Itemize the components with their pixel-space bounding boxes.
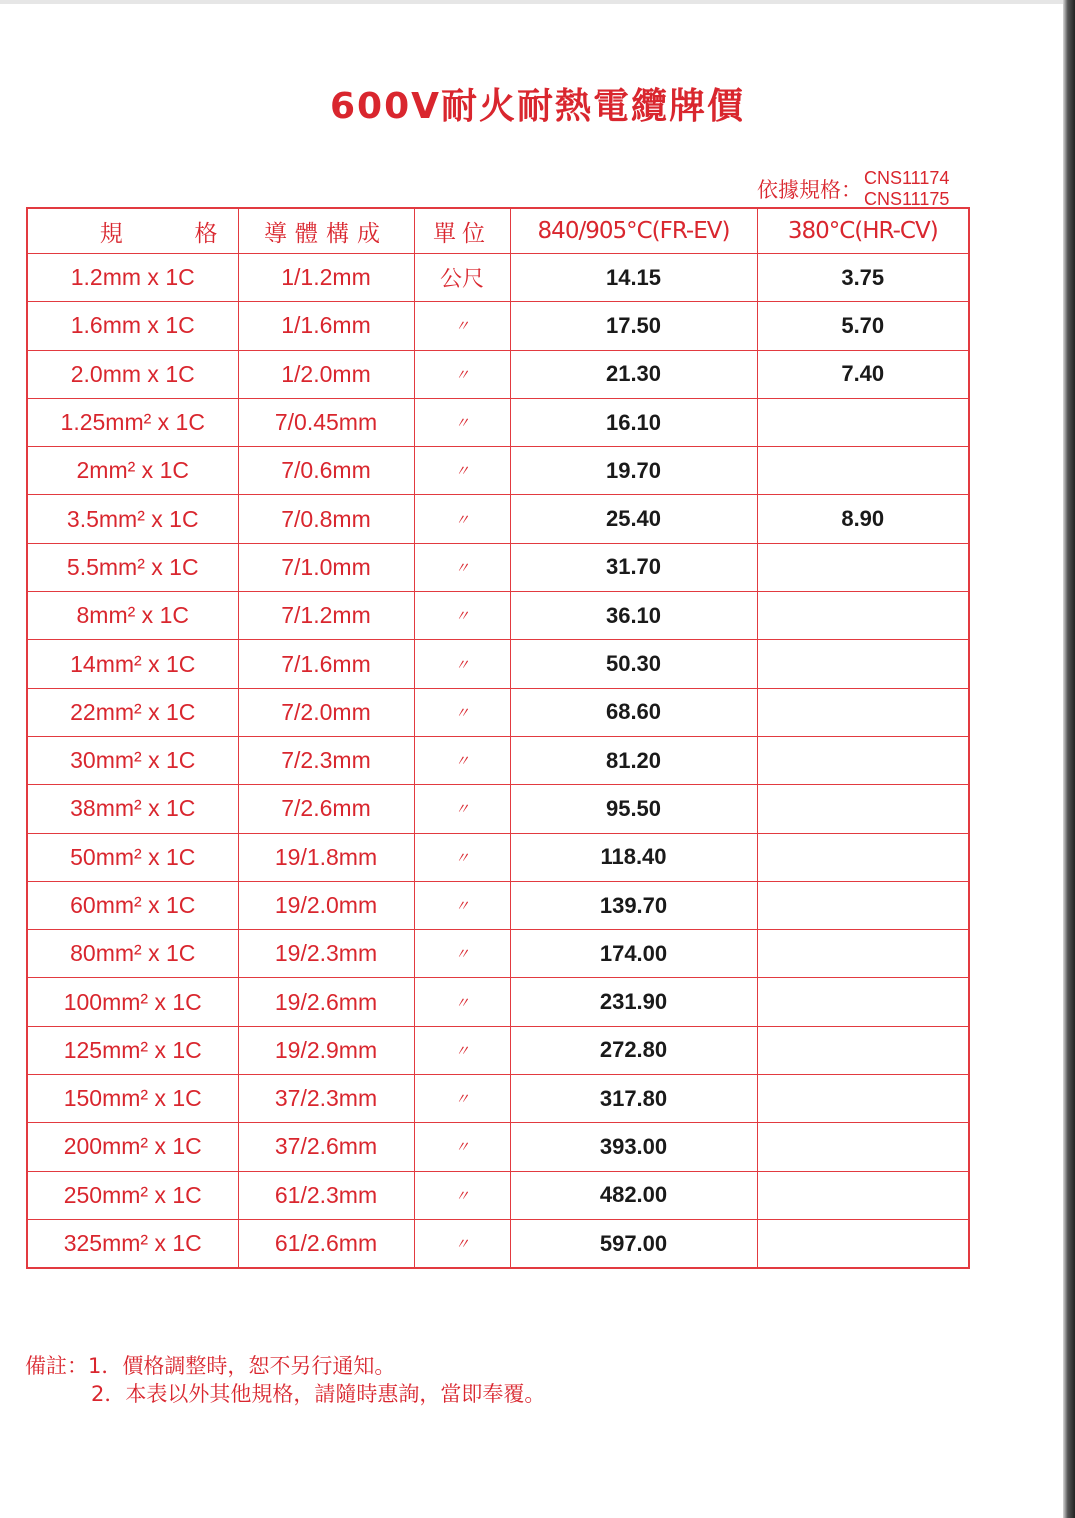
cell-spec: 2.0mm x 1C: [27, 350, 238, 398]
cell-spec: 150mm² x 1C: [27, 1075, 238, 1123]
cell-spec: 250mm² x 1C: [27, 1171, 238, 1219]
table-row: [27, 688, 969, 736]
table-row: [27, 543, 969, 591]
price-table: [26, 207, 970, 1269]
cell-conductor: 37/2.3mm: [238, 1075, 414, 1123]
cell-hr-cv-price: 7.40: [757, 350, 969, 398]
cell-spec: 38mm² x 1C: [27, 785, 238, 833]
cell-unit: 〃: [414, 640, 510, 688]
cell-conductor: 61/2.6mm: [238, 1219, 414, 1268]
cell-spec: 325mm² x 1C: [27, 1219, 238, 1268]
cell-fr-ev-price: 50.30: [510, 640, 757, 688]
cell-spec: 5.5mm² x 1C: [27, 543, 238, 591]
cell-fr-ev-price: 21.30: [510, 350, 757, 398]
cell-spec: 3.5mm² x 1C: [27, 495, 238, 543]
cell-conductor: 1/1.6mm: [238, 302, 414, 350]
cell-unit: 〃: [414, 1171, 510, 1219]
cell-unit: 〃: [414, 785, 510, 833]
cell-hr-cv-price: [757, 688, 969, 736]
table-row: [27, 592, 969, 640]
note-item: 2．本表以外其他規格，請隨時惠詢，當即奉覆。: [91, 1382, 546, 1406]
cell-fr-ev-price: 81.20: [510, 736, 757, 784]
table-row: [27, 785, 969, 833]
cell-unit: 〃: [414, 736, 510, 784]
cell-fr-ev-price: 36.10: [510, 592, 757, 640]
cell-unit: 公尺: [414, 254, 510, 302]
cell-hr-cv-price: 8.90: [757, 495, 969, 543]
cell-unit: 〃: [414, 398, 510, 446]
cell-hr-cv-price: [757, 1123, 969, 1171]
cell-fr-ev-price: 19.70: [510, 447, 757, 495]
cell-conductor: 7/2.3mm: [238, 736, 414, 784]
cell-fr-ev-price: 118.40: [510, 833, 757, 881]
cell-fr-ev-price: 14.15: [510, 254, 757, 302]
cell-hr-cv-price: [757, 736, 969, 784]
table-header-row: [27, 208, 969, 254]
note-row-2: [25, 1380, 545, 1408]
cell-spec: 100mm² x 1C: [27, 978, 238, 1026]
standard-code: CNS11174: [864, 168, 950, 188]
cell-conductor: 7/1.0mm: [238, 543, 414, 591]
cell-conductor: 7/1.6mm: [238, 640, 414, 688]
table-row: [27, 302, 969, 350]
table-row: [27, 254, 969, 302]
cell-fr-ev-price: 393.00: [510, 1123, 757, 1171]
cell-spec: 30mm² x 1C: [27, 736, 238, 784]
cell-hr-cv-price: [757, 1075, 969, 1123]
cell-unit: 〃: [414, 930, 510, 978]
table-row: [27, 398, 969, 446]
cell-unit: 〃: [414, 350, 510, 398]
cell-spec: 125mm² x 1C: [27, 1026, 238, 1074]
cell-unit: 〃: [414, 302, 510, 350]
cell-fr-ev-price: 231.90: [510, 978, 757, 1026]
header-conductor: 導體構成: [238, 208, 414, 254]
cell-hr-cv-price: [757, 930, 969, 978]
table-row: [27, 1219, 969, 1268]
cell-hr-cv-price: [757, 978, 969, 1026]
cell-conductor: 19/2.3mm: [238, 930, 414, 978]
cell-fr-ev-price: 16.10: [510, 398, 757, 446]
table-row: [27, 1075, 969, 1123]
cell-conductor: 7/0.6mm: [238, 447, 414, 495]
note-item: 1．價格調整時，恕不另行通知。: [88, 1354, 396, 1378]
cell-hr-cv-price: [757, 640, 969, 688]
header-spec: [27, 208, 238, 254]
cell-fr-ev-price: 17.50: [510, 302, 757, 350]
table-row: [27, 495, 969, 543]
standard-code: CNS11175: [864, 189, 950, 209]
cell-spec: 2mm² x 1C: [27, 447, 238, 495]
cell-spec: 80mm² x 1C: [27, 930, 238, 978]
table-row: [27, 350, 969, 398]
cell-fr-ev-price: 597.00: [510, 1219, 757, 1268]
cell-spec: 14mm² x 1C: [27, 640, 238, 688]
cell-fr-ev-price: 272.80: [510, 1026, 757, 1074]
cell-hr-cv-price: [757, 398, 969, 446]
cell-hr-cv-price: [757, 1026, 969, 1074]
cell-unit: 〃: [414, 592, 510, 640]
cell-hr-cv-price: 5.70: [757, 302, 969, 350]
notes: [25, 1352, 545, 1408]
page-right-edge: [1063, 0, 1075, 1518]
cell-conductor: 1/2.0mm: [238, 350, 414, 398]
table-row: [27, 1123, 969, 1171]
cell-conductor: 7/1.2mm: [238, 592, 414, 640]
cell-hr-cv-price: [757, 592, 969, 640]
cell-unit: 〃: [414, 1123, 510, 1171]
table-row: [27, 736, 969, 784]
cell-spec: 200mm² x 1C: [27, 1123, 238, 1171]
cell-spec: 1.25mm² x 1C: [27, 398, 238, 446]
cell-conductor: 7/0.45mm: [238, 398, 414, 446]
header-unit: 單位: [414, 208, 510, 254]
table-row: [27, 1171, 969, 1219]
note-row-1: [25, 1352, 545, 1380]
cell-hr-cv-price: [757, 785, 969, 833]
cell-fr-ev-price: 174.00: [510, 930, 757, 978]
cell-conductor: 19/1.8mm: [238, 833, 414, 881]
table-row: [27, 930, 969, 978]
cell-unit: 〃: [414, 1075, 510, 1123]
cell-fr-ev-price: 317.80: [510, 1075, 757, 1123]
cell-conductor: 61/2.3mm: [238, 1171, 414, 1219]
table-row: [27, 1026, 969, 1074]
cell-conductor: 7/0.8mm: [238, 495, 414, 543]
table-row: [27, 978, 969, 1026]
header-spec-char-2: 格: [194, 220, 218, 247]
standard-codes: [864, 168, 949, 210]
cell-unit: 〃: [414, 833, 510, 881]
cell-hr-cv-price: 3.75: [757, 254, 969, 302]
cell-conductor: 37/2.6mm: [238, 1123, 414, 1171]
cell-unit: 〃: [414, 881, 510, 929]
table-row: [27, 833, 969, 881]
standard-reference: [757, 168, 949, 210]
cell-fr-ev-price: 95.50: [510, 785, 757, 833]
cell-conductor: 7/2.6mm: [238, 785, 414, 833]
cell-fr-ev-price: 482.00: [510, 1171, 757, 1219]
header-fr-ev: 840/905°C(FR-EV): [510, 208, 757, 254]
cell-fr-ev-price: 25.40: [510, 495, 757, 543]
page-top-edge: [0, 0, 1075, 4]
page-title: 600V耐火耐熱電纜牌價: [329, 86, 745, 127]
cell-spec: 50mm² x 1C: [27, 833, 238, 881]
cell-conductor: 19/2.0mm: [238, 881, 414, 929]
cell-hr-cv-price: [757, 1219, 969, 1268]
cell-unit: 〃: [414, 447, 510, 495]
header-spec-char-1: 規: [99, 220, 123, 247]
header-hr-cv: 380°C(HR-CV): [757, 208, 969, 254]
cell-conductor: 7/2.0mm: [238, 688, 414, 736]
cell-fr-ev-price: 31.70: [510, 543, 757, 591]
cell-spec: 22mm² x 1C: [27, 688, 238, 736]
cell-hr-cv-price: [757, 543, 969, 591]
cell-fr-ev-price: 139.70: [510, 881, 757, 929]
table-row: [27, 447, 969, 495]
table-row: [27, 640, 969, 688]
cell-hr-cv-price: [757, 833, 969, 881]
cell-unit: 〃: [414, 495, 510, 543]
cell-spec: 1.2mm x 1C: [27, 254, 238, 302]
notes-prefix: 備註：: [25, 1354, 88, 1378]
cell-hr-cv-price: [757, 447, 969, 495]
cell-conductor: 19/2.9mm: [238, 1026, 414, 1074]
cell-spec: 60mm² x 1C: [27, 881, 238, 929]
cell-conductor: 1/1.2mm: [238, 254, 414, 302]
cell-spec: 8mm² x 1C: [27, 592, 238, 640]
cell-unit: 〃: [414, 1219, 510, 1268]
cell-fr-ev-price: 68.60: [510, 688, 757, 736]
cell-spec: 1.6mm x 1C: [27, 302, 238, 350]
standard-label: 依據規格：: [757, 178, 862, 202]
cell-conductor: 19/2.6mm: [238, 978, 414, 1026]
cell-unit: 〃: [414, 543, 510, 591]
cell-hr-cv-price: [757, 1171, 969, 1219]
cell-unit: 〃: [414, 978, 510, 1026]
cell-hr-cv-price: [757, 881, 969, 929]
cell-unit: 〃: [414, 688, 510, 736]
table-row: [27, 881, 969, 929]
cell-unit: 〃: [414, 1026, 510, 1074]
